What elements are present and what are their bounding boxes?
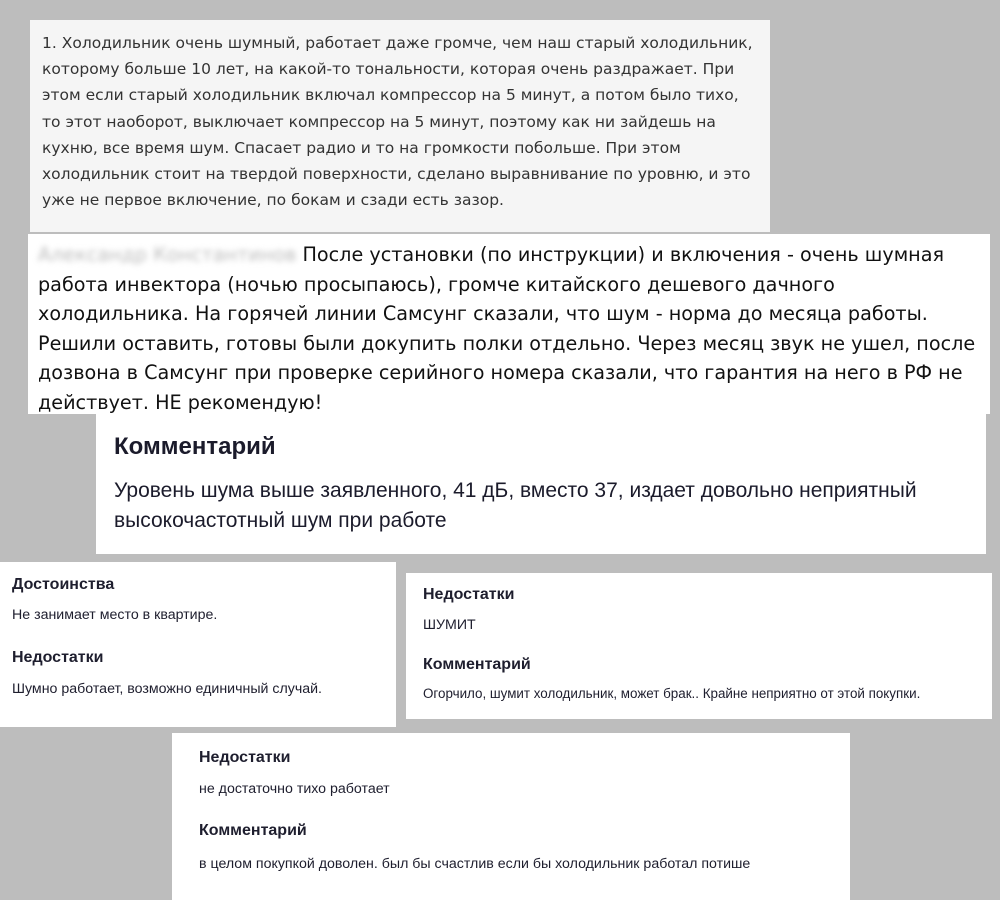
review-card-3 bbox=[96, 414, 986, 554]
review-2-paragraph bbox=[38, 240, 980, 418]
review-4-cons-text: Шумно работает, возможно единичный случай. bbox=[12, 681, 323, 697]
review-card-4 bbox=[0, 562, 396, 727]
review-card-1 bbox=[30, 20, 770, 232]
review-2-author-blurred: Александр Константинов bbox=[38, 243, 297, 266]
review-1-text: 1. Холодильник очень шумный, работает даже громче, чем наш старый холодильник, которому больше 10 лет, на какой-то тональности, которая очень раздражает. При этом если старый холодильник включал компрессор на 5 минут, а потом было тихо, то этот наоборот, выключает компрессор на 5 минут, поэтому как ни зайдешь на кухню, все время шум. Спасает радио и то на громкости побольше. При этом холодильник стоит на твердой поверхности, сделано выравнивание по уровню, и это уже не первое включение, по бокам и сзади есть зазор. bbox=[42, 34, 753, 210]
review-6-comment-title: Комментарий bbox=[199, 822, 307, 839]
review-6-comment-text: в целом покупкой доволен. был бы счастлив если бы холодильник работал потише bbox=[199, 856, 751, 872]
review-5-cons-title: Недостатки bbox=[423, 586, 515, 603]
review-card-5 bbox=[406, 573, 992, 719]
review-6-cons-title: Недостатки bbox=[199, 749, 291, 766]
review-5-comment-title: Комментарий bbox=[423, 656, 531, 673]
review-5-cons-text: ШУМИТ bbox=[423, 617, 476, 633]
review-4-cons-title: Недостатки bbox=[12, 649, 104, 666]
review-4-pros-title: Достоинства bbox=[12, 576, 115, 593]
review-4-pros-text: Не занимает место в квартире. bbox=[12, 607, 218, 623]
review-3-comment-text: Уровень шума выше заявленного, 41 дБ, вместо 37, издает довольно неприятный высокочастотный шум при работе bbox=[114, 479, 917, 532]
review-6-cons-text: не достаточно тихо работает bbox=[199, 781, 390, 797]
review-card-2 bbox=[28, 234, 990, 414]
review-3-comment-title: Комментарий bbox=[114, 433, 276, 460]
review-2-text: После установки (по инструкции) и включения - очень шумная работа инвектора (ночью просыпаюсь), громче китайского дешевого дачного холодильника. На горячей линии Самсунг сказали, что шум - норма до месяца работы. Решили оставить, готовы были докупить полки отдельно. Через месяц звук не ушел, после дозвона в Самсунг при проверке серийного номера сказали, что гарантия на него в РФ не действует. НЕ рекомендую! bbox=[38, 243, 976, 414]
review-5-comment-text: Огорчило, шумит холодильник, может брак.. Крайне неприятно от этой покупки. bbox=[423, 686, 921, 701]
review-card-6 bbox=[172, 733, 850, 900]
